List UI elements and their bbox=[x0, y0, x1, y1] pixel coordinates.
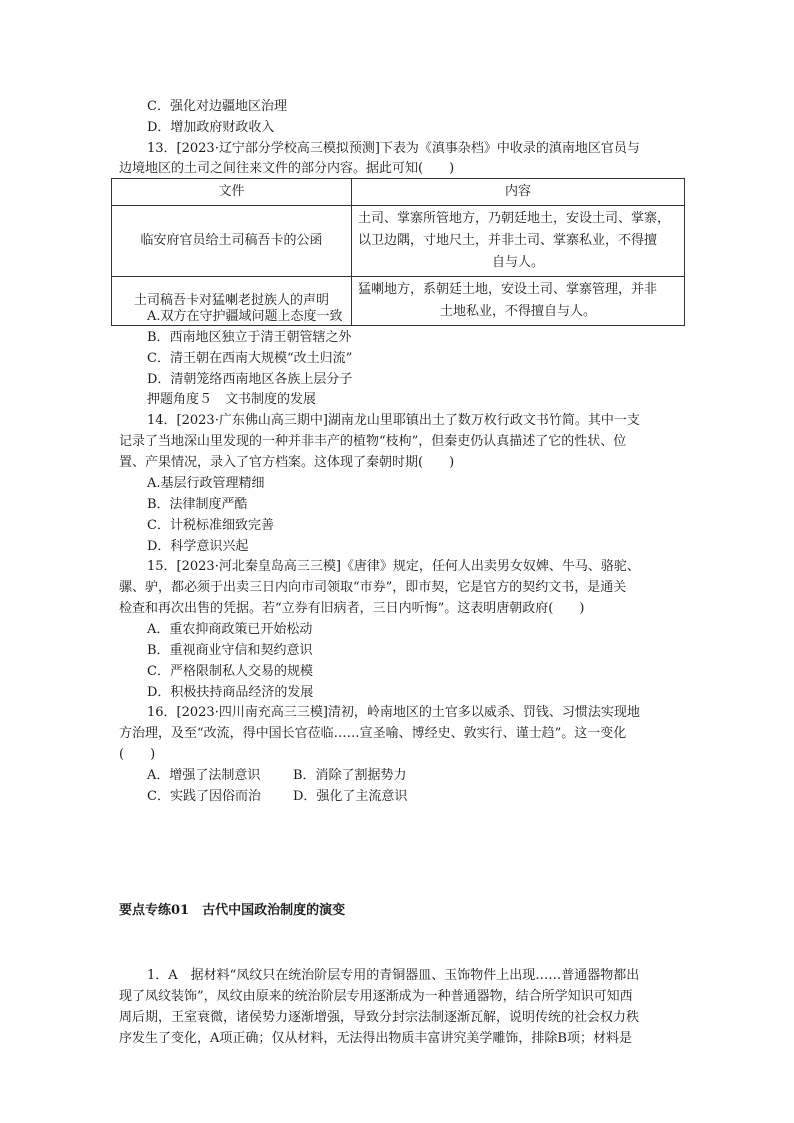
q16-option-c: C．实践了因俗而治 bbox=[147, 789, 261, 804]
q15-stem-cont: 检查和再次出售的凭据。若“立券有旧病者，三日内听悔”。这表明唐朝政府( ) bbox=[119, 601, 585, 616]
section-title: 要点专练01 古代中国政治制度的演变 bbox=[119, 903, 346, 918]
cell-line: 以卫边隅，寸地尺土，并非土司、掌寨私业，不得擅 bbox=[358, 233, 658, 248]
q13-option-d: D．清朝笼络西南地区各族上层分子 bbox=[147, 372, 353, 387]
table-row bbox=[112, 206, 685, 277]
q14-option-b: B．法律制度严酷 bbox=[147, 497, 248, 512]
q12-option-c: C．强化对边疆地区治理 bbox=[147, 99, 287, 114]
q14-option-c: C．计税标准细致完善 bbox=[147, 518, 274, 533]
q14-option-d: D．科学意识兴起 bbox=[147, 539, 249, 554]
q15-option-a: A．重农抑商政策已开始松动 bbox=[147, 622, 313, 637]
q14-stem-cont: 记录了当地深山里发现的一种并非丰产的植物“枝枸”，但秦吏仍认真描述了它的性状、位 bbox=[119, 434, 627, 449]
q13-table bbox=[111, 178, 685, 326]
q13-option-c: C．清王朝在西南大规模“改土归流” bbox=[147, 351, 353, 366]
q16-stem-cont: 方治理，及至“改流，得中国长官莅临……宣圣喻、博经史、敦实行、谨士趋”。这一变化 bbox=[119, 726, 627, 741]
answer-1: 1．A 据材料“凤纹只在统治阶层专用的青铜器皿、玉饰物件上出现……普通器物都出 bbox=[147, 968, 640, 983]
table-header-doc: 文件 bbox=[112, 179, 352, 206]
cell-line: 猛喇地方，系朝廷土地，安设土司、掌寨管理，并非 bbox=[358, 282, 658, 297]
angle-heading: 押题角度５ 文书制度的发展 bbox=[147, 392, 317, 407]
q16-options-row bbox=[147, 787, 407, 807]
table-cell-doc: 临安府官员给土司稿吾卡的公函 bbox=[112, 206, 352, 277]
table-cell-content bbox=[352, 206, 685, 277]
q13-stem: 13．[2023·辽宁部分学校高三模拟预测]下表为《滇事杂档》中收录的滇南地区官员与 bbox=[147, 141, 640, 156]
table-cell-doc: 土司稿吾卡对猛喇老挝族人的声明 bbox=[112, 277, 352, 326]
q15-option-c: C．严格限制私人交易的规模 bbox=[147, 664, 313, 679]
answer-1-cont: 现了凤纹装饰”，凤纹由原来的统治阶层专用逐渐成为一种普通器物，结合所学知识可知西 bbox=[119, 989, 633, 1004]
q15-stem: 15．[2023·河北秦皇岛高三三模]《唐律》规定，任何人出卖男女奴婢、牛马、骆驼、 bbox=[147, 559, 640, 574]
q16-option-a: A．增强了法制意识 bbox=[147, 768, 261, 783]
q12-option-d: D．增加政府财政收入 bbox=[147, 120, 275, 135]
q14-stem-cont: 置、产果情况，录入了官方档案。这体现了秦朝时期( ) bbox=[119, 455, 455, 470]
table-cell-content bbox=[352, 277, 685, 326]
q16-options-row bbox=[147, 766, 407, 786]
q16-stem-cont: ( ) bbox=[119, 747, 156, 762]
q14-option-a: A.基层行政管理精细 bbox=[147, 476, 265, 491]
cell-line: 土司、掌寨所管地方，乃朝廷地土，安设土司、掌寨， bbox=[358, 211, 671, 226]
q14-stem: 14．[2023·广东佛山高三期中]湖南龙山里耶镇出土了数万枚行政文书竹简。其中一支 bbox=[147, 413, 640, 428]
q16-option-d: D．强化了主流意识 bbox=[293, 789, 408, 804]
answer-1-cont: 序发生了变化，A项正确；仅从材料，无法得出物质丰富讲究美学雕饰，排除B项；材料是 bbox=[119, 1031, 632, 1046]
q16-option-b: B．消除了割据势力 bbox=[293, 768, 407, 783]
table-header-row bbox=[112, 179, 685, 206]
q13-option-b: B．西南地区独立于清王朝管辖之外 bbox=[147, 330, 352, 345]
answer-1-cont: 周后期，王室衰微，诸侯势力逐渐增强，导致分封宗法制逐渐瓦解，说明传统的社会权力秩 bbox=[119, 1010, 640, 1025]
table-header-content: 内容 bbox=[352, 179, 685, 206]
q16-stem: 16．[2023·四川南充高三三模]清初，岭南地区的土官多以威杀、罚钱、习惯法实现地 bbox=[147, 705, 640, 720]
q15-option-b: B．重视商业守信和契约意识 bbox=[147, 643, 313, 658]
cell-line: 土地私业，不得擅自与人。 bbox=[439, 304, 596, 319]
q13-option-a: A.双方在守护疆域问题上态度一致 bbox=[147, 309, 343, 324]
q15-stem-cont: 骡、驴，都必须于出卖三日内向市司领取“市券”，即市契，它是官方的契约文书，是通关 bbox=[119, 580, 627, 595]
q13-stem-cont: 边境地区的土司之间往来文件的部分内容。据此可知( ) bbox=[119, 161, 455, 176]
cell-line: 自与人。 bbox=[491, 255, 544, 270]
q15-option-d: D．积极扶持商品经济的发展 bbox=[147, 685, 314, 700]
